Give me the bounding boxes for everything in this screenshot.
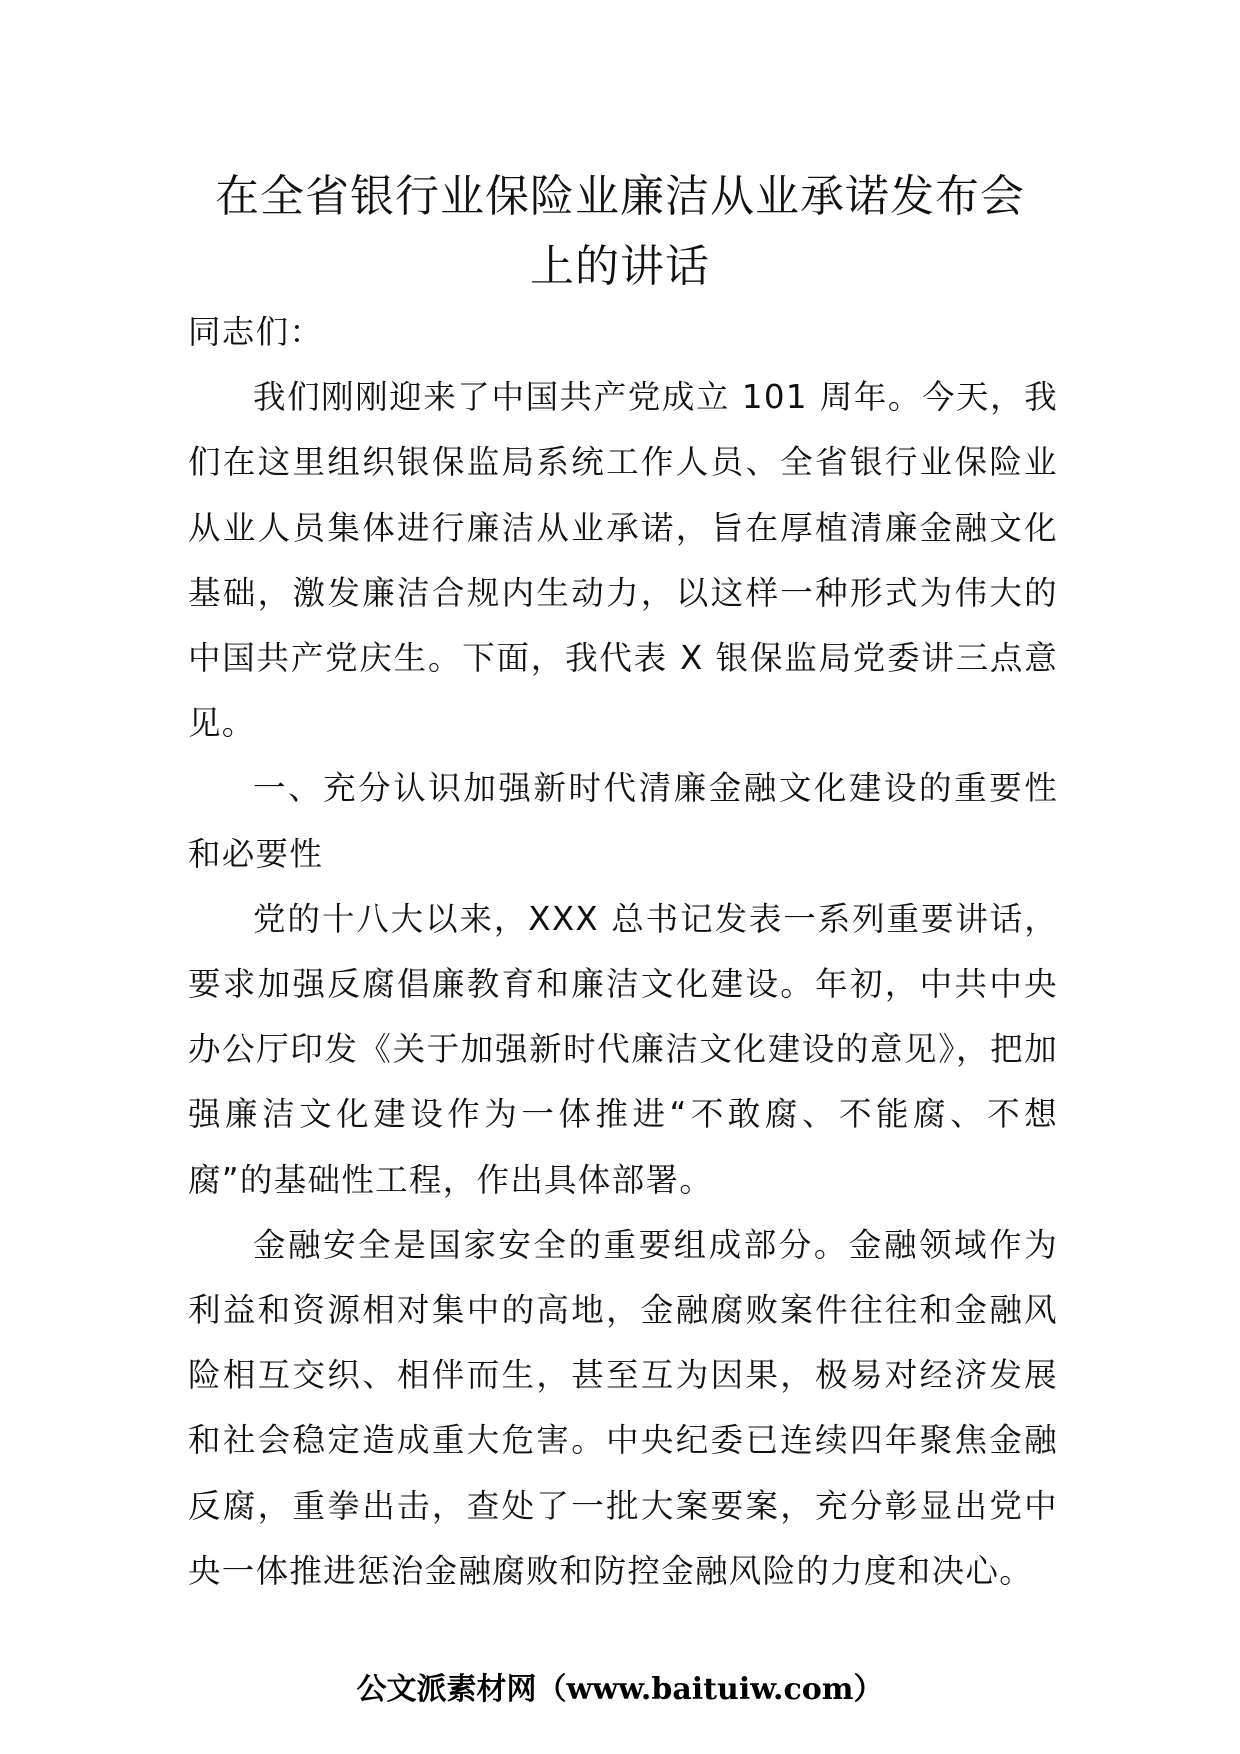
paragraph-1: 党的十八大以来，XXX 总书记发表一系列重要讲话，要求加强反腐倡廉教育和廉洁文化建设。年初，中共中央办公厅印发《关于加强新时代廉洁文化建设的意见》，把加强廉洁文化建设作为一体推进“不敢腐、不能腐、不想腐”的基础性工程，作出具体部署。: [188, 899, 1058, 1199]
footer-watermark: 公文派素材网（www.baituiw.com）: [356, 1672, 884, 1707]
document-body: [188, 300, 1058, 1604]
title-line-2: 上的讲话: [530, 241, 710, 292]
paragraph-intro: 我们刚刚迎来了中国共产党成立 101 周年。今天，我们在这里组织银保监局系统工作人员、全省银行业保险业从业人员集体进行廉洁从业承诺，旨在厚植清廉金融文化基础，激发廉洁合规内生动力，以这样一种形式为伟大的中国共产党庆生。下面，我代表 X 银保监局党委讲三点意见。: [188, 378, 1058, 743]
document-title: [190, 162, 1050, 302]
section-heading-1: 一、充分认识加强新时代清廉金融文化建设的重要性和必要性: [188, 769, 1058, 873]
paragraph-2: 金融安全是国家安全的重要组成部分。金融领域作为利益和资源相对集中的高地，金融腐败案件往往和金融风险相互交织、相伴而生，甚至互为因果，极易对经济发展和社会稳定造成重大危害。中央纪委已连续四年聚焦金融反腐，重拳出击，查处了一批大案要案，充分彰显出党中央一体推进惩治金融腐败和防控金融风险的力度和决心。: [188, 1225, 1058, 1590]
salutation: 同志们：: [188, 313, 324, 351]
title-line-1: 在全省银行业保险业廉洁从业承诺发布会: [215, 171, 1025, 222]
